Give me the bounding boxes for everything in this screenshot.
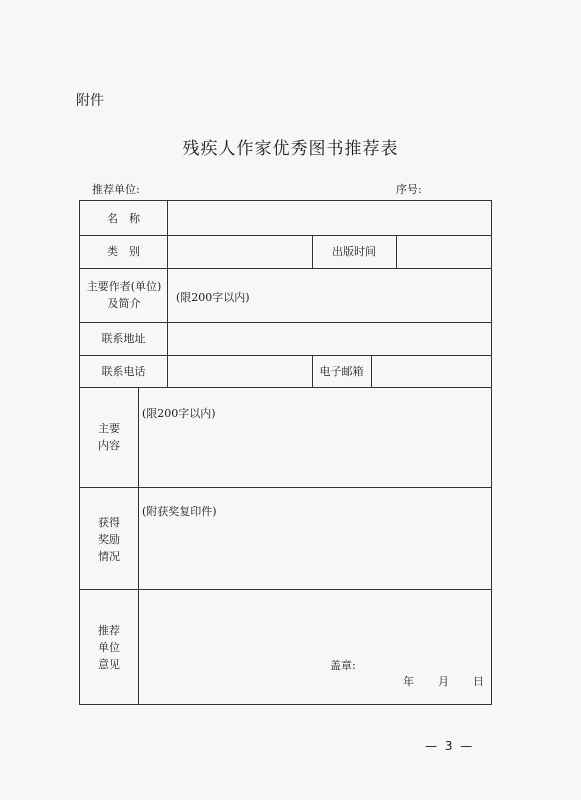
- awards-label: 获得奖励情况: [98, 515, 120, 563]
- page-number: — 3 —: [425, 739, 475, 753]
- category-label: 类 别: [107, 245, 140, 258]
- seal-label: 盖章:: [330, 659, 356, 672]
- date-line: [403, 673, 484, 689]
- email-label: 电子邮箱: [319, 364, 364, 378]
- name-label: 名 称: [107, 211, 140, 225]
- recommendation-form-table: [79, 200, 492, 705]
- date-month: 月: [438, 675, 449, 688]
- row-divider: [80, 387, 491, 388]
- recommending-unit-label: 推荐单位:: [92, 183, 140, 196]
- main-author-note: (限200字以内): [176, 291, 250, 304]
- unit-opinion-label: 推荐单位意见: [98, 623, 120, 671]
- awards-note: (附获奖复印件): [142, 505, 217, 518]
- main-content-label: 主要内容: [98, 422, 120, 452]
- main-content-note: (限200字以内): [142, 407, 216, 420]
- column-divider: [167, 201, 168, 387]
- phone-label: 联系电话: [101, 364, 146, 378]
- serial-number-label: 序号:: [396, 183, 422, 196]
- column-divider: [371, 355, 372, 387]
- row-divider: [80, 589, 491, 590]
- address-label: 联系地址: [101, 332, 146, 345]
- column-divider: [396, 235, 397, 268]
- main-author-label: 主要作者(单位)及简介: [86, 280, 162, 310]
- form-title: 残疾人作家优秀图书推荐表: [182, 139, 399, 159]
- row-divider: [80, 487, 491, 488]
- publish-time-label: 出版时间: [332, 245, 376, 258]
- column-divider: [138, 387, 139, 705]
- date-year: 年: [403, 675, 414, 688]
- date-day: 日: [473, 675, 484, 688]
- attachment-label: 附件: [76, 93, 104, 109]
